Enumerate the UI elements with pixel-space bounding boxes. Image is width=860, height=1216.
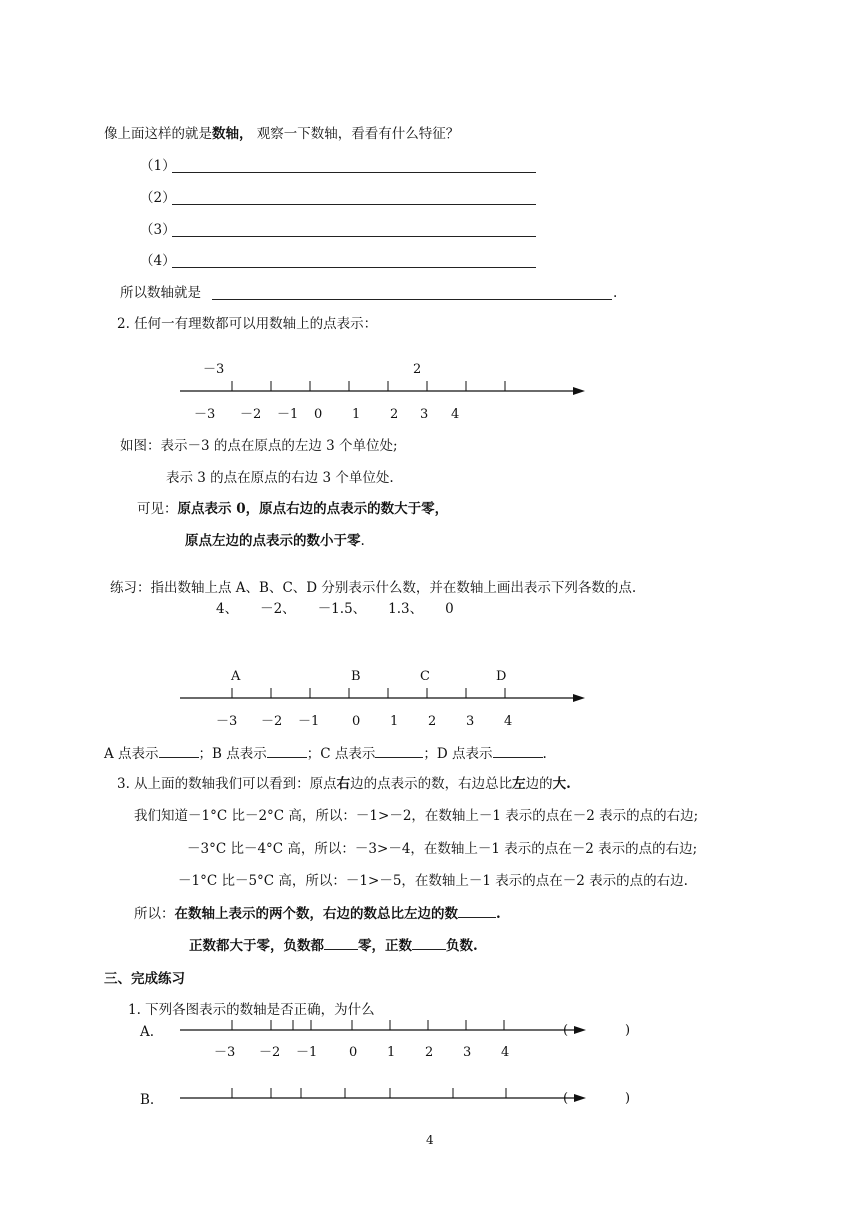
s3-blank-3[interactable] xyxy=(412,937,446,950)
intro-bold: 数轴， xyxy=(212,126,253,142)
answer-a-label: A 点表示 xyxy=(104,746,159,762)
axis-1-top-label: －3 xyxy=(203,362,225,377)
so-axis-blank[interactable] xyxy=(212,299,612,300)
s3-example-3: －1°C 比－5°C 高，所以：－1>－5，在数轴上－1 表示的点在－2 表示的点的右边. xyxy=(178,873,688,889)
s3-bold: 左 xyxy=(512,776,526,792)
answer-d-blank[interactable] xyxy=(493,745,543,758)
s3-example-2: －3°C 比－4°C 高，所以：－3>－4，在数轴上－1 表示的点在－2 表示的点的右边; xyxy=(187,841,698,857)
so-axis-label: 所以数轴就是 xyxy=(120,285,201,301)
s3-blank-1[interactable] xyxy=(458,905,496,918)
a-label: A. xyxy=(140,1024,155,1040)
s3-so-bold: 在数轴上表示的两个数，右边的数总比左边的数 xyxy=(174,906,458,922)
axis-2-arrow xyxy=(573,694,585,702)
tick-label: 0 xyxy=(314,407,323,422)
s3-so-label: 所以： xyxy=(134,906,175,922)
answer-a-blank[interactable] xyxy=(159,745,199,758)
s3-conclusion-1 xyxy=(134,905,501,922)
axis-1-top-label: 2 xyxy=(413,362,422,377)
s3-pos-a: 正数都大于零，负数都 xyxy=(189,938,324,954)
practice-number: 0 xyxy=(445,601,454,617)
a-paren-open: ( xyxy=(563,1023,569,1038)
tick-label: 4 xyxy=(501,1045,510,1060)
kejian-line-1 xyxy=(137,501,448,517)
practice-number: 4、 xyxy=(216,601,239,617)
kejian-end: . xyxy=(360,533,365,549)
so-axis-end: . xyxy=(613,285,618,301)
tick-label: 1 xyxy=(387,1045,396,1060)
b-paren-close: ) xyxy=(625,1091,631,1106)
tick-label: 1 xyxy=(390,714,399,729)
blank-line-4[interactable] xyxy=(172,267,536,268)
blank-line-1[interactable] xyxy=(172,172,536,173)
blank-label-2: （2） xyxy=(140,190,176,206)
s3-text: 3. 从上面的数轴我们可以看到：原点 xyxy=(117,776,337,792)
practice-number: －1.5、 xyxy=(317,601,367,617)
practice-number: －2、 xyxy=(260,601,296,617)
q1-text: 1. 下列各图表示的数轴是否正确，为什么 xyxy=(128,1002,375,1018)
answer-end: . xyxy=(542,746,547,762)
axis-1-ticks xyxy=(232,381,505,391)
point-label-c: C xyxy=(420,669,430,684)
section-2-title: 2. 任何一有理数都可以用数轴上的点表示： xyxy=(117,316,378,332)
point-label-d: D xyxy=(496,669,507,684)
tick-label: －3 xyxy=(214,1045,236,1060)
figure-explain-2: 表示 3 的点在原点的右边 3 个单位处. xyxy=(166,470,394,486)
tick-label: －2 xyxy=(261,714,283,729)
blank-line-3[interactable] xyxy=(172,236,536,237)
b-label: B. xyxy=(140,1092,155,1108)
tick-label: 2 xyxy=(425,1045,434,1060)
answer-d-label: ；D 点表示 xyxy=(423,746,493,762)
answer-c-label: ；C 点表示 xyxy=(306,746,376,762)
number-line-2 xyxy=(0,662,860,732)
section-three-heading: 三、完成练习 xyxy=(104,971,185,987)
tick-label: 0 xyxy=(352,714,361,729)
tick-label: －3 xyxy=(216,714,238,729)
tick-label: －2 xyxy=(259,1045,281,1060)
tick-label: 2 xyxy=(390,407,399,422)
axis-a-arrow xyxy=(574,1026,586,1034)
tick-label: 3 xyxy=(463,1045,472,1060)
axis-b-arrow xyxy=(574,1094,586,1102)
point-label-a: A xyxy=(231,669,241,684)
figure-explain-1: 如图：表示－3 的点在原点的左边 3 个单位处; xyxy=(120,438,398,454)
intro-line xyxy=(104,126,459,142)
tick-label: 4 xyxy=(504,714,513,729)
tick-label: 2 xyxy=(428,714,437,729)
intro-prefix: 像上面这样的就是 xyxy=(104,126,212,142)
tick-label: 3 xyxy=(466,714,475,729)
s3-example-1: 我们知道－1°C 比－2°C 高，所以：－1>－2，在数轴上－1 表示的点在－2 表示的点的右边; xyxy=(134,808,699,824)
s3-pos-c: 负数. xyxy=(446,938,478,954)
tick-label: －1 xyxy=(277,407,299,422)
tick-label: －1 xyxy=(298,714,320,729)
kejian-bold-2: 原点左边的点表示的数小于零 xyxy=(185,533,361,549)
axis-1-arrow xyxy=(573,387,585,395)
axis-2-ticks xyxy=(232,688,505,698)
tick-label: －3 xyxy=(194,407,216,422)
answer-b-label: ；B 点表示 xyxy=(198,746,267,762)
s3-text: 边的 xyxy=(525,776,553,792)
practice-number: 1.3、 xyxy=(388,601,424,617)
kejian-bold-1: 原点表示 0，原点右边的点表示的数大于零， xyxy=(177,501,449,517)
s3-conclusion-2 xyxy=(189,937,478,954)
blank-line-2[interactable] xyxy=(172,204,536,205)
s3-so-end: . xyxy=(496,906,501,922)
blank-label-3: （3） xyxy=(140,222,176,238)
practice-title: 练习：指出数轴上点 A、B、C、D 分别表示什么数，并在数轴上画出表示下列各数的点. xyxy=(110,580,637,596)
a-paren-close: ) xyxy=(625,1023,631,1038)
tick-label: 1 xyxy=(352,407,361,422)
answer-line xyxy=(104,745,547,762)
tick-label: －2 xyxy=(240,407,262,422)
number-line-a xyxy=(0,1012,860,1062)
kejian-label: 可见： xyxy=(137,501,178,517)
answer-b-blank[interactable] xyxy=(267,745,307,758)
section-3-title xyxy=(117,776,571,792)
intro-suffix: 观察一下数轴，看看有什么特征？ xyxy=(252,126,460,142)
s3-text: 边的点表示的数，右边总比 xyxy=(350,776,513,792)
axis-a-ticks xyxy=(232,1020,504,1030)
s3-bold: 大. xyxy=(552,776,571,792)
tick-label: －1 xyxy=(296,1045,318,1060)
number-line-b xyxy=(0,1080,860,1110)
tick-label: 4 xyxy=(451,407,460,422)
kejian-line-2 xyxy=(185,533,365,549)
s3-pos-b: 零，正数 xyxy=(358,938,412,954)
s3-bold: 右 xyxy=(336,776,351,792)
blank-label-1: （1） xyxy=(140,158,176,174)
number-line-1 xyxy=(0,355,860,425)
b-paren-open: ( xyxy=(563,1091,569,1106)
practice-numbers xyxy=(216,601,454,617)
axis-b-ticks xyxy=(232,1088,506,1098)
s3-blank-2[interactable] xyxy=(324,937,358,950)
answer-c-blank[interactable] xyxy=(375,745,423,758)
tick-label: 0 xyxy=(349,1045,358,1060)
blank-label-4: （4） xyxy=(140,253,176,269)
tick-label: 3 xyxy=(420,407,429,422)
page-number: 4 xyxy=(426,1133,434,1147)
point-label-b: B xyxy=(351,669,361,684)
